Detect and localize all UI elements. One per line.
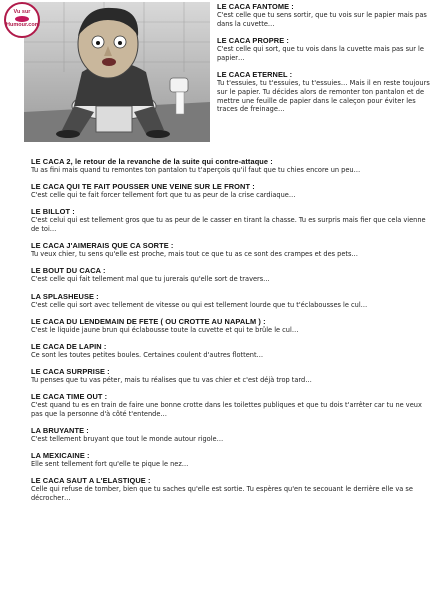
- entry-title: LE CACA QUI TE FAIT POUSSER UNE VEINE SUR LE FRONT :: [31, 182, 255, 192]
- list-entry: [31, 317, 426, 335]
- humour-badge-logo: [4, 2, 40, 38]
- entry-title: LE CACA TIME OUT :: [31, 392, 108, 402]
- entry-title: LE BILLOT :: [31, 207, 75, 217]
- intro-entry: [217, 70, 431, 113]
- entry-body: C'est celui qui est tellement gros que tu as peur de le casser en tirant la chasse. Tu es surpris mais fier que cela vienne de toi…: [31, 216, 426, 233]
- entry-body: C'est celle qui sort avec tellement de vitesse ou qui est tellement lourde que tu t'éclabousses le cul…: [31, 300, 368, 309]
- list-entry: [31, 241, 426, 259]
- badge-line2: Humour.com: [6, 22, 40, 28]
- entry-title: LA MEXICAINE :: [31, 451, 90, 461]
- list-entry: [31, 342, 426, 360]
- list-entry: [31, 392, 426, 418]
- entry-title: LE CACA DE LAPIN :: [31, 341, 107, 351]
- list-entry: [31, 367, 426, 385]
- entry-body: C'est celle qui fait tellement mal que tu jurerais qu'elle sort de travers…: [31, 275, 270, 284]
- entry-body: Ce sont les toutes petites boules. Certaines coulent d'autres flottent…: [31, 350, 264, 359]
- list-entry: [31, 182, 426, 200]
- entry-body: Tu t'essuies, tu t'essuies, tu t'essuies… Mais il en reste toujours sur le papier. Tu décides alors de remonter ton pantalon et de mettre une feuille de papier dans le caleçon pour éviter les traces de freinage…: [217, 79, 430, 114]
- entry-body: C'est quand tu es en train de faire une bonne crotte dans les toilettes publiques et que tu dois t'arrêter car tu ne veux pas que la personne d'à côté t'entende…: [31, 401, 422, 418]
- entry-title: LE CACA PROPRE :: [217, 36, 289, 46]
- list-entry: [31, 426, 426, 444]
- entry-title: LE CACA 2, le retour de la revanche de la suite qui contre-attaque :: [31, 157, 273, 166]
- entry-title: LA SPLASHEUSE :: [31, 291, 99, 301]
- intro-entry: [217, 36, 431, 62]
- list-entry: [31, 292, 426, 310]
- entry-body: Elle sent tellement fort qu'elle te pique le nez…: [31, 460, 189, 469]
- entry-title: LE CACA ETERNEL :: [217, 70, 293, 80]
- entry-title: LE BOUT DU CACA :: [31, 266, 106, 276]
- entry-title: LE CACA SURPRISE :: [31, 367, 110, 377]
- entry-title: LA BRUYANTE :: [31, 426, 89, 436]
- intro-column: [217, 2, 431, 122]
- entry-title: LE CACA SAUT A L'ELASTIQUE :: [31, 476, 151, 486]
- entry-body: C'est celle qui sort, que tu vois dans la cuvette mais pas sur le papier…: [217, 45, 424, 62]
- entry-body: Celle qui refuse de tomber, bien que tu saches qu'elle est sortie. Tu espères qu'en te secouant le derrière elle va se décrocher…: [31, 485, 413, 503]
- list-entry: [31, 157, 426, 175]
- entry-body: C'est celle qui te fait forcer tellement fort que tu as peur de la crise cardiaque…: [31, 191, 296, 200]
- list-entry: [31, 266, 426, 284]
- entry-title: LE CACA DU LENDEMAIN DE FETE ( OU CROTTE AU NAPALM ) :: [31, 316, 266, 326]
- entry-body: C'est le liquide jaune brun qui éclabousse toute la cuvette et qui te brûle le cul…: [31, 325, 299, 334]
- entry-body: Tu penses que tu vas péter, mais tu réalises que tu vas chier et c'est déjà trop tard…: [31, 376, 312, 385]
- list-entry: [31, 207, 426, 233]
- entry-body: C'est celle que tu sens sortir, que tu vois sur le papier mais pas dans la cuvette…: [217, 11, 427, 28]
- badge-line1: Vu sur: [13, 9, 31, 15]
- entry-body: Tu veux chier, tu sens qu'elle est proche, mais tout ce que tu as ce sont des crampes et des pets…: [31, 250, 359, 259]
- intro-entry: [217, 2, 431, 28]
- entry-body: C'est tellement bruyant que tout le monde autour rigole…: [31, 435, 224, 444]
- entry-title: LE CACA FANTOME :: [217, 2, 294, 11]
- entry-title: LE CACA J'AIMERAIS QUE CA SORTE :: [31, 241, 174, 251]
- list-entry: [31, 476, 426, 502]
- toilet-illustration: [4, 2, 210, 142]
- entry-body: Tu as fini mais quand tu remontes ton pantalon tu t'aperçois qu'il faut que tu chies encore un peu…: [31, 166, 361, 174]
- main-entry-list: [31, 157, 426, 510]
- list-entry: [31, 451, 426, 469]
